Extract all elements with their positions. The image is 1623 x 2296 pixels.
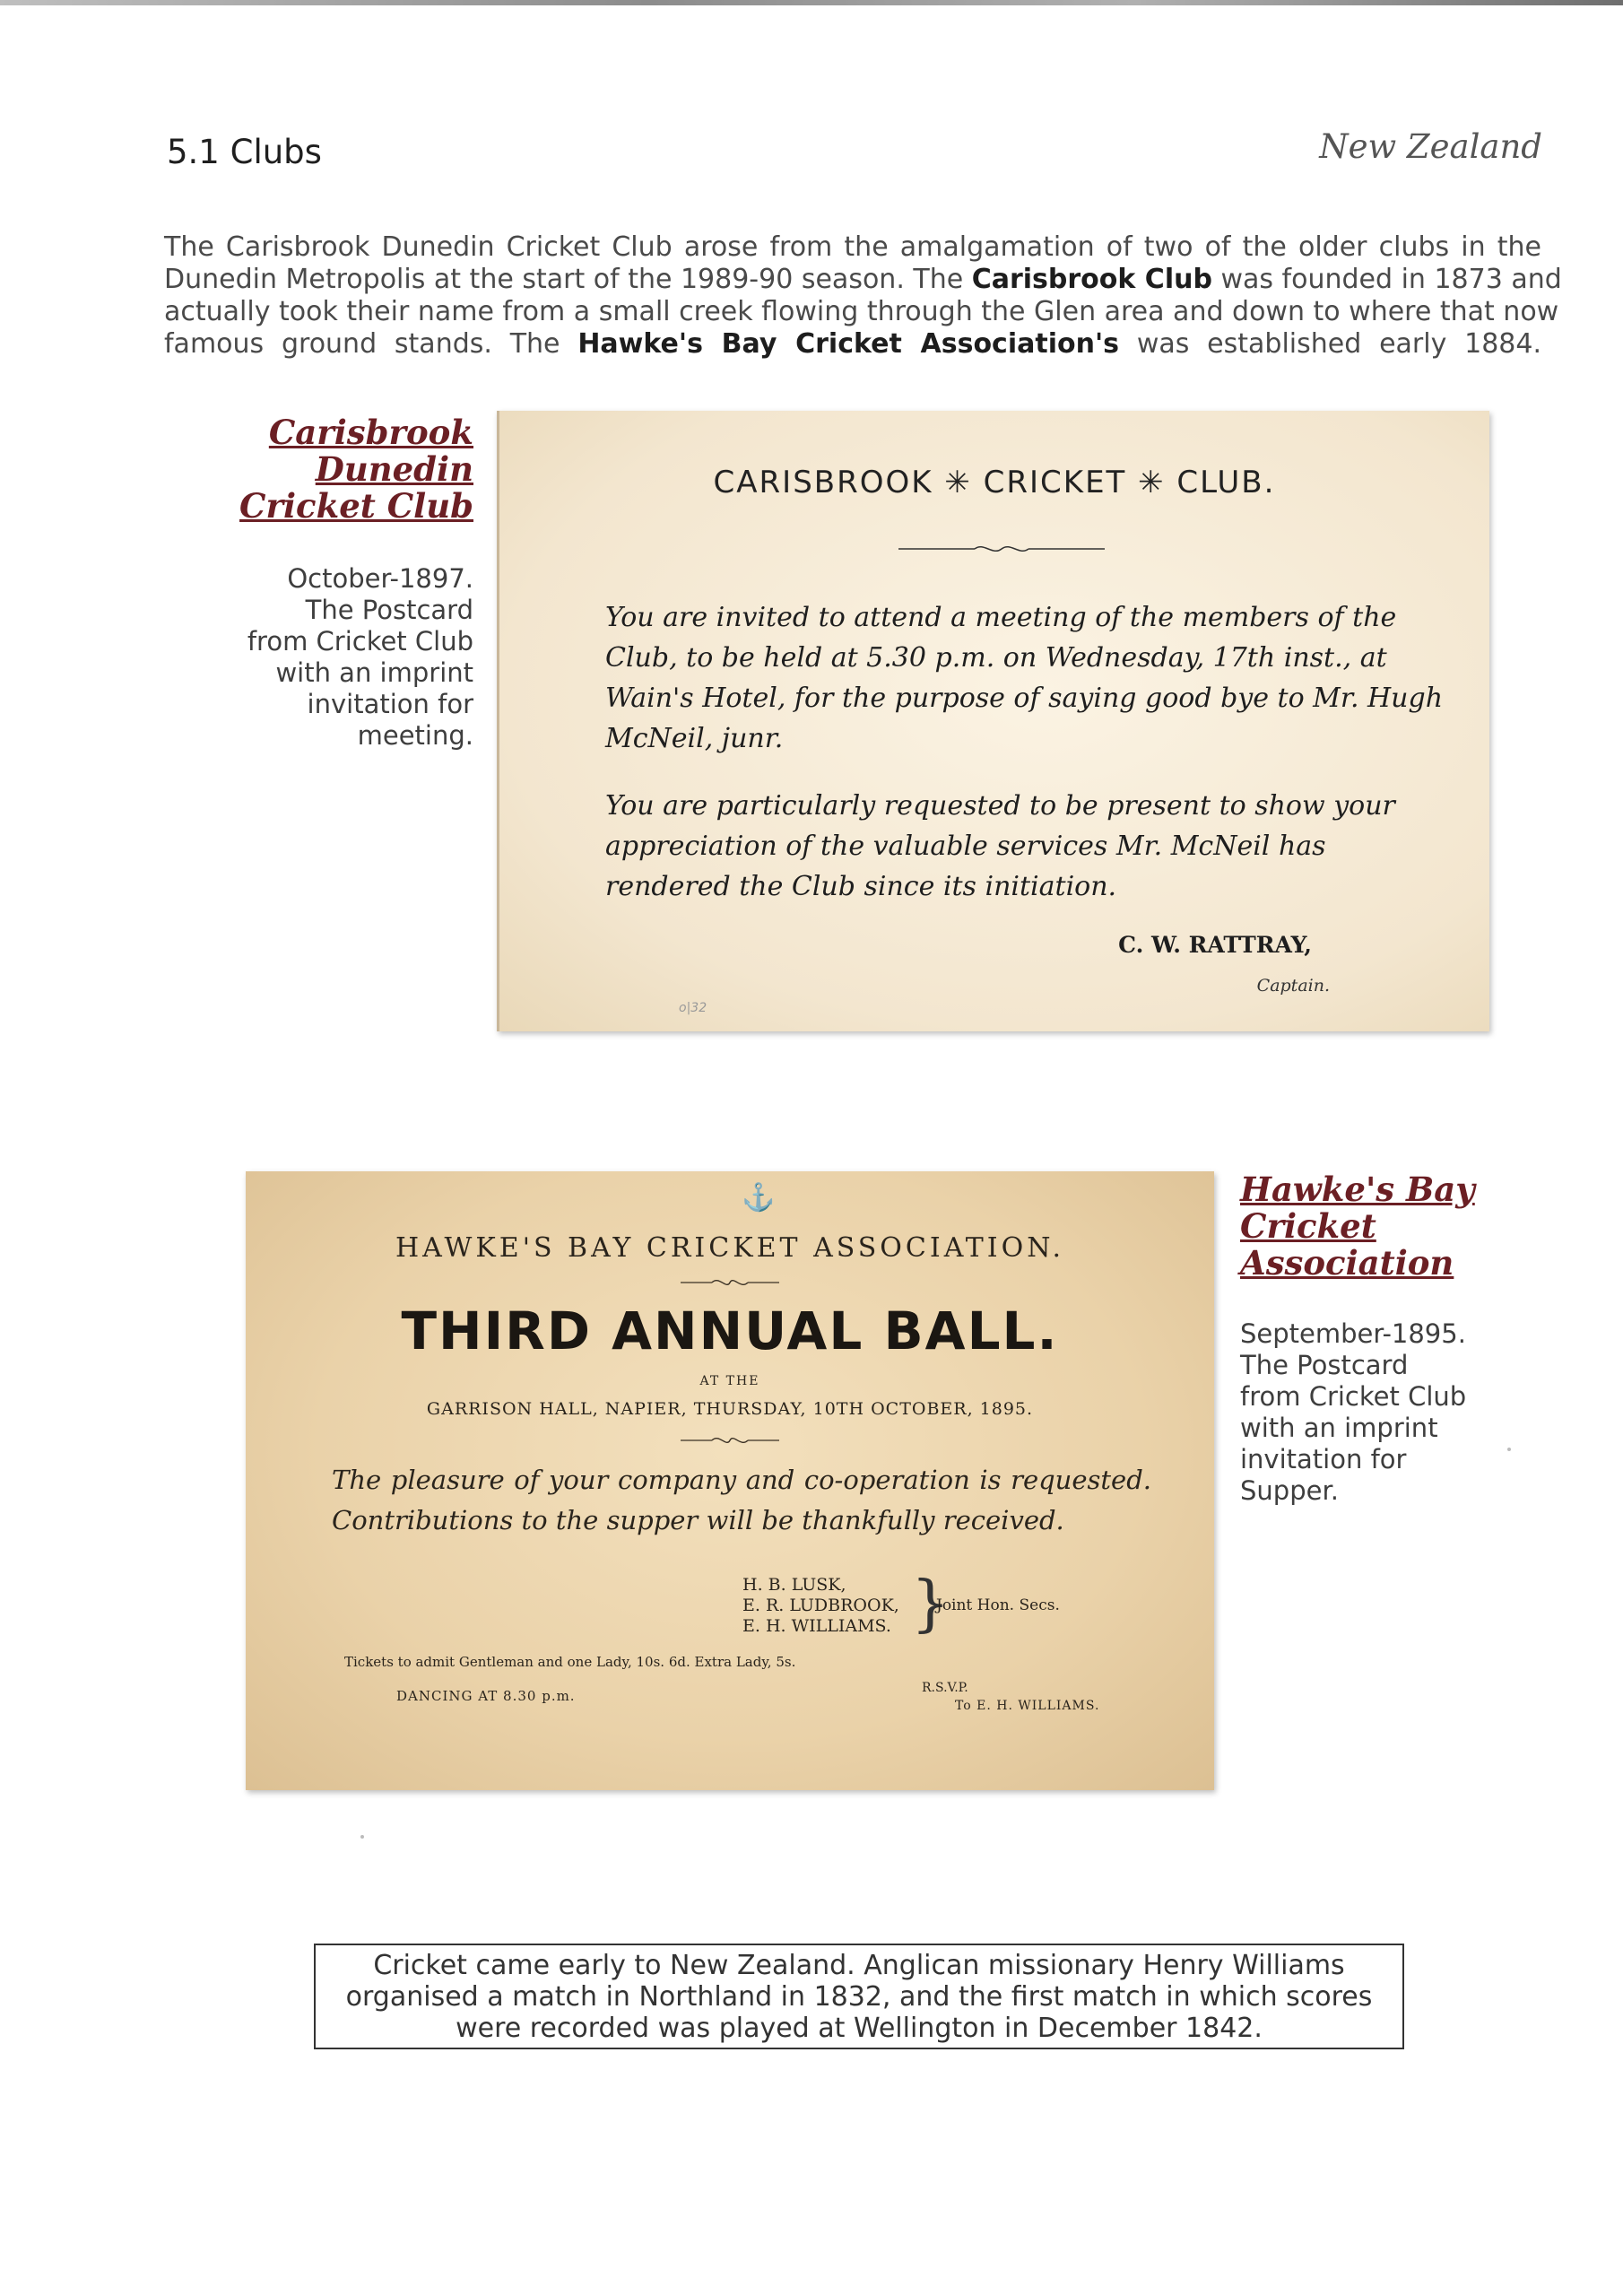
association-title: HAWKE'S BAY CRICKET ASSOCIATION. [395, 1232, 1065, 1264]
scan-speck [1507, 1448, 1511, 1451]
caption-line: The Postcard [305, 595, 473, 625]
carisbrook-postcard [497, 411, 1489, 1031]
dancing-time: DANCING AT 8.30 p.m. [396, 1688, 576, 1704]
invitation-body: The pleasure of your company and co-operation is requested. Contributions to the supper will be thankfully received. [332, 1465, 1151, 1535]
caption-line: Supper. [1240, 1475, 1339, 1506]
history-note-box [314, 1944, 1404, 2049]
rsvp-label: R.S.V.P. [922, 1681, 968, 1695]
intro-text: was established early 1884. [1119, 328, 1542, 360]
heading-line: Hawke's Bay [1240, 1170, 1475, 1209]
caption-line: from Cricket Club [247, 626, 473, 657]
carisbrook-heading [179, 414, 473, 525]
flourish-divider [676, 1274, 784, 1292]
note-line: were recorded was played at Wellington in December 1842. [456, 2013, 1263, 2044]
heading-line: Carisbrook [268, 413, 473, 452]
note-line: organised a match in Northland in 1832, and the first match in which scores [345, 1981, 1373, 2013]
anchor-mark-icon: ⚓ [742, 1182, 776, 1213]
intro-line [164, 264, 1562, 296]
intro-text: famous ground stands. The [164, 328, 578, 360]
caption-line: meeting. [357, 720, 473, 751]
carisbrook-caption [179, 563, 473, 752]
secretary-name: H. B. LUSK, [742, 1575, 846, 1595]
scan-top-edge [0, 0, 1623, 5]
region-label: New Zealand [1319, 127, 1542, 166]
event-title: THIRD ANNUAL BALL. [401, 1300, 1059, 1361]
postcard-role: Captain. [1256, 976, 1330, 996]
at-the-text: AT THE [699, 1374, 760, 1388]
secretary-name: E. H. WILLIAMS. [742, 1616, 891, 1636]
intro-text: Dunedin Metropolis at the start of the 1989-90 season. The [164, 264, 972, 295]
heading-line: Dunedin [315, 449, 473, 489]
caption-line: October-1897. [287, 563, 473, 594]
flourish-divider [894, 538, 1109, 560]
postcard-paragraph: You are invited to attend a meeting of the members of the Club, to be held at 5.30 p.m. on Wednesday, 17th inst., at Wain's Hotel, for the purpose of saying good bye to Mr. Hugh McNeil, junr. [605, 602, 1444, 754]
intro-text: was founded in 1873 and [1211, 264, 1562, 295]
rsvp-recipient: To E. H. WILLIAMS. [955, 1699, 1100, 1713]
postcard-body [605, 786, 1457, 907]
postcard-body [605, 597, 1457, 759]
caption-line: with an imprint [1240, 1413, 1438, 1443]
secretary-name: E. R. LUDBROOK, [742, 1596, 899, 1615]
venue-line: GARRISON HALL, NAPIER, THURSDAY, 10TH OCTOBER, 1895. [426, 1399, 1034, 1419]
intro-bold-hawkes-bay: Hawke's Bay Cricket Association's [577, 328, 1120, 360]
brace-icon: } [911, 1569, 950, 1639]
hon-secs-label: Joint Hon. Secs. [936, 1596, 1060, 1614]
intro-line [164, 328, 1541, 361]
heading-line: Association [1240, 1243, 1454, 1283]
intro-bold-carisbrook: Carisbrook Club [971, 264, 1212, 295]
caption-line: from Cricket Club [1240, 1381, 1467, 1412]
flourish-divider [676, 1431, 784, 1449]
scan-speck [360, 1835, 364, 1839]
pencil-mark: o|32 [679, 1001, 707, 1015]
note-line: Cricket came early to New Zealand. Anglican missionary Henry Williams [373, 1950, 1345, 1981]
caption-line: invitation for [307, 689, 473, 719]
heading-line: Cricket [1240, 1206, 1376, 1246]
section-title: 5.1 Clubs [167, 133, 322, 171]
caption-line: invitation for [1240, 1444, 1407, 1474]
postcard-paragraph: You are particularly requested to be present to show your appreciation of the valuable services Mr. McNeil has rendered the Club since its initiation. [605, 790, 1395, 902]
intro-paragraph [164, 231, 1562, 361]
caption-line: September-1895. [1240, 1318, 1466, 1349]
hawkes-bay-postcard [246, 1171, 1214, 1790]
tickets-line: Tickets to admit Gentleman and one Lady, 10s. 6d. Extra Lady, 5s. [344, 1654, 796, 1670]
postcard-title: CARISBROOK ✳ CRICKET ✳ CLUB. [713, 465, 1276, 500]
postcard-signature: C. W. RATTRAY, [1118, 932, 1312, 958]
hawkes-bay-caption [1240, 1318, 1466, 1507]
intro-line: The Carisbrook Dunedin Cricket Club arose from the amalgamation of two of the older clubs in the [164, 231, 1541, 263]
intro-line: actually took their name from a small creek flowing through the Glen area and down to where that now [164, 296, 1559, 327]
heading-line: Cricket Club [239, 486, 473, 526]
secretaries-list [742, 1575, 899, 1637]
caption-line: The Postcard [1240, 1350, 1409, 1380]
caption-line: with an imprint [275, 657, 473, 688]
hawkes-bay-heading [1240, 1171, 1475, 1282]
